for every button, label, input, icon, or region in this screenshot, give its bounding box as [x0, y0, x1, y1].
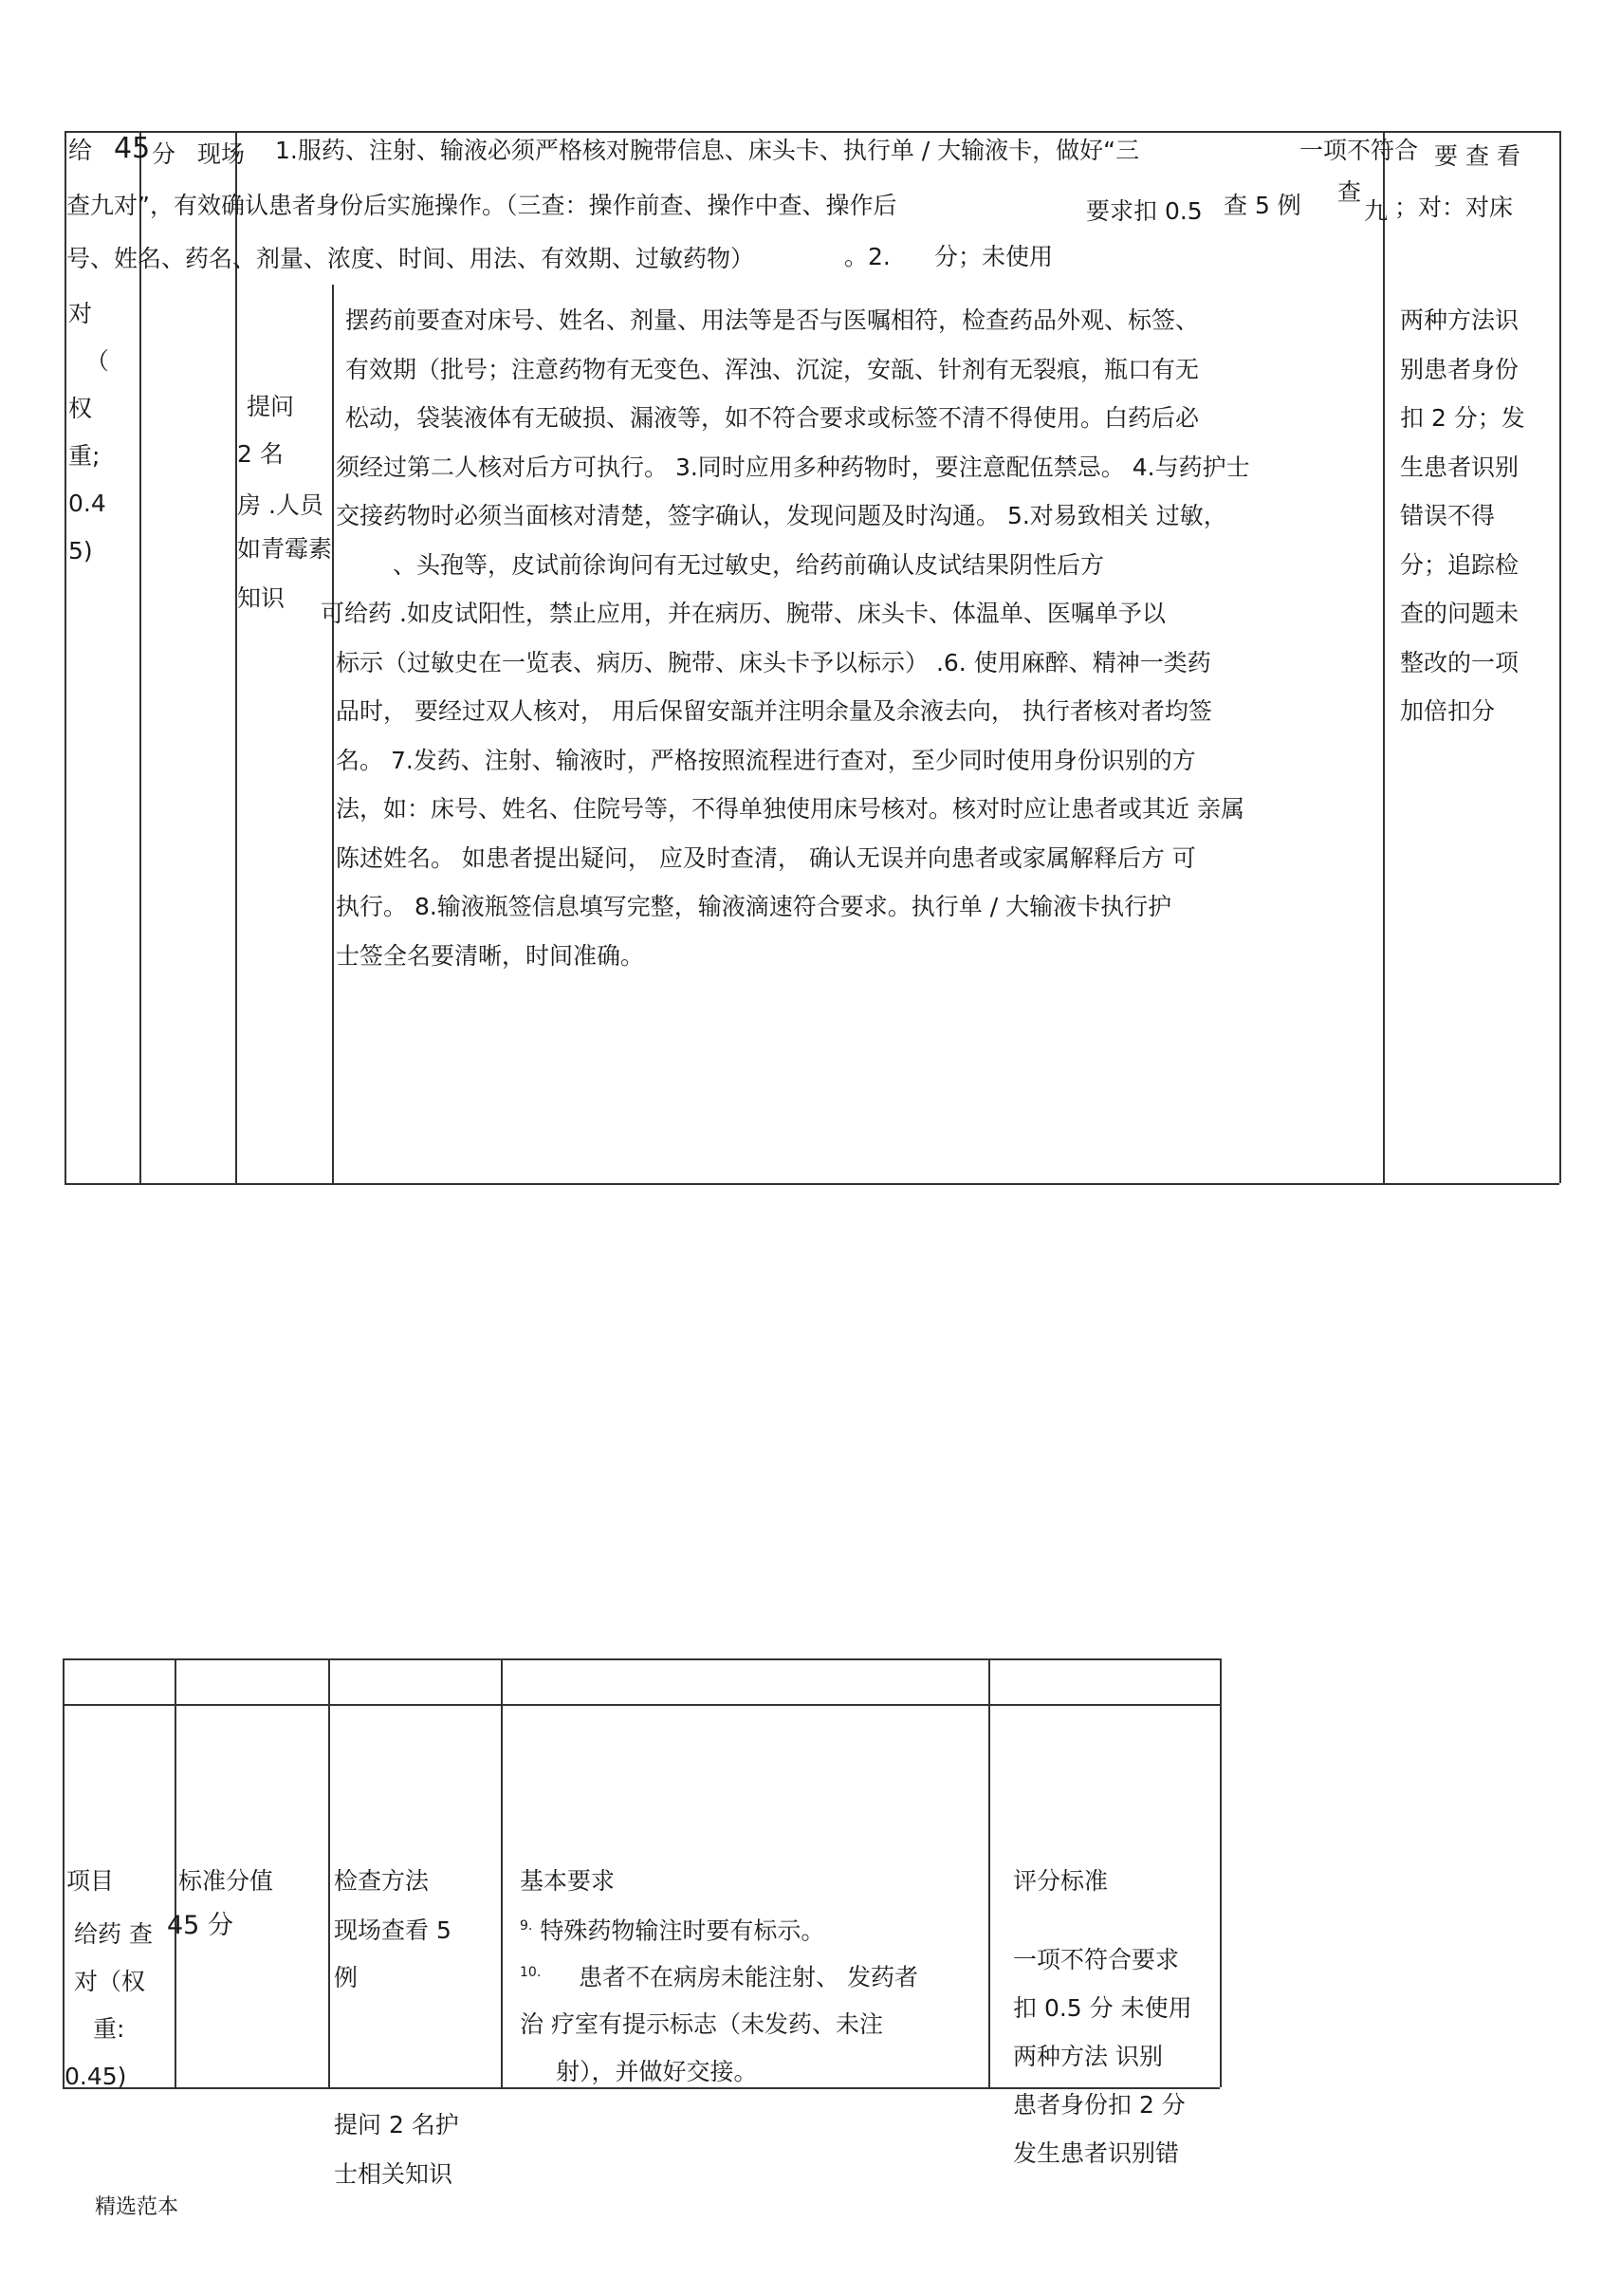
- req-line-8: 品时， 要经过双人核对， 用后保留安瓿并注明余量及余液去向， 执行者核对者均签: [336, 697, 1212, 725]
- t2-method-0: 现场查看 5: [334, 1916, 451, 1944]
- check-nine-1: 查: [1337, 178, 1362, 206]
- req-line-9: 名。 7.发药、注射、输液时，严格按照流程进行查对，至少同时使用身份识别的方: [336, 746, 1196, 774]
- req-line-12: 执行。 8.输液瓶签信息填写完整，输液滴速符合要求。执行单 / 大输液卡执行护: [336, 893, 1172, 920]
- item-column: [68, 290, 138, 575]
- req-line-6: 可给药 .如皮试阳性，禁止应用，并在病历、腕带、床头卡、体温单、医嘱单予以: [321, 600, 1166, 627]
- item-rest-4: 0.4: [68, 490, 106, 517]
- score-unit: 分: [152, 140, 176, 168]
- t2-req-cont-0: 治 疗室有提示标志（未发药、未注: [520, 2009, 883, 2038]
- t2-req-text-9: 特殊药物输注时要有标示。: [540, 1916, 825, 1945]
- t2-method-extra-0: 提问 2 名护: [334, 2111, 459, 2139]
- right-col-3: 生患者识别: [1400, 453, 1520, 481]
- right-col-2b: 扣 2 分；发: [1400, 404, 1525, 432]
- table1-border-col1: [139, 131, 141, 1183]
- item-line-3: 号、姓名、药名、剂量、浓度、时间、用法、有效期、过敏药物）: [66, 245, 755, 272]
- score-value: 45: [114, 132, 151, 165]
- right-col-6: 查的问题未: [1400, 600, 1520, 627]
- method-frag-3: 如青霉素: [237, 535, 333, 563]
- method-frag-4: 知识: [237, 584, 286, 612]
- right-col-4: 错误不得: [1400, 502, 1496, 529]
- t2-req-num-9: 9.: [520, 1918, 533, 1934]
- header-criteria: 评分标准: [1013, 1867, 1109, 1895]
- req-line-3: 须经过第二人核对后方可执行。 3.同时应用多种药物时，要注意配伍禁忌。 4.与药护士: [336, 453, 1250, 481]
- t2-item-column: [64, 1911, 175, 2101]
- t2-method-1: 例: [334, 1964, 359, 1991]
- req-line-5: 、头孢等，皮试前徐询问有无过敏史，给药前确认皮试结果阴性后方: [393, 550, 1105, 579]
- t2-criteria-2: 两种方法 识别: [1013, 2043, 1163, 2070]
- t2-method-extra: [334, 2101, 505, 2199]
- table1-border-col3: [332, 285, 334, 1183]
- right-col-8: 加倍扣分: [1400, 697, 1496, 725]
- t2-criteria-1: 扣 0.5 分 未使用: [1013, 1994, 1192, 2022]
- right-col-2: ；对：对床: [1394, 194, 1514, 221]
- t2-req-text-10: 患者不在病房未能注射、 发药者: [548, 1963, 918, 1991]
- criteria-top-2: 要求扣 0.5: [1086, 197, 1203, 225]
- t2-req-item-10: [520, 1950, 989, 2000]
- t2-item-2: 重:: [93, 2015, 125, 2043]
- req-line-7: 标示（过敏史在一览表、病历、腕带、床头卡予以标示） .6. 使用麻醉、精神一类药: [336, 648, 1211, 676]
- table2-top-border: [63, 1658, 1220, 1660]
- item-line-1: 给: [68, 137, 93, 164]
- t2-criteria-0: 一项不符合要求: [1013, 1946, 1180, 1973]
- header-method: 检查方法: [334, 1867, 430, 1895]
- right-col-1: 别患者身份: [1400, 355, 1520, 383]
- t2-req-item-9: [520, 1907, 989, 1950]
- footer-text: 精选范本: [95, 2195, 179, 2219]
- t2-item-0: 给药 查: [74, 1920, 153, 1948]
- method-check: 查 5 例: [1224, 192, 1301, 219]
- t2-req-num-10: 10.: [520, 1965, 542, 1981]
- t2-req-cont-1: 射），并做好交接。: [556, 2057, 758, 2085]
- table1-border-left: [64, 131, 66, 1183]
- right-col-5: 分；追踪检: [1400, 550, 1520, 579]
- requirement-paragraph: [321, 296, 1379, 980]
- criteria-right-column: [1400, 296, 1557, 736]
- req-line-2: 松动，袋装液体有无破损、漏液等，如不符合要求或标签不清不得使用。白药后必: [345, 404, 1200, 432]
- right-col-0: 两种方法识: [1400, 306, 1520, 334]
- t2-requirement-column: [520, 1907, 989, 2096]
- table2-header-divider: [63, 1704, 1220, 1706]
- table2-border-col3: [501, 1658, 503, 2087]
- item-rest-3: 重;: [68, 442, 101, 470]
- t2-item-3: 0.45): [64, 2063, 127, 2090]
- item-rest-5: 5): [68, 537, 93, 565]
- t2-criteria-3: 患者身份扣 2 分: [1013, 2091, 1186, 2119]
- right-col-7: 整改的一项: [1400, 648, 1520, 676]
- item-line-2: 查九对”，有效确认患者身份后实施操作。（三查：操作前查、操作中查、操作后: [66, 192, 897, 219]
- req-line-0: 摆药前要查对床号、姓名、剂量、用法等是否与医嘱相符，检查药品外观、标签、: [345, 306, 1200, 334]
- req-line-11: 陈述姓名。 如患者提出疑问， 应及时查清， 确认无误并向患者或家属解释后方 可: [336, 843, 1196, 872]
- table1-border-col4: [1383, 131, 1385, 1183]
- item-rest-1: （: [85, 347, 110, 375]
- table1-border-right: [1559, 131, 1561, 1183]
- table1-border-col2: [235, 131, 237, 1183]
- req-line-4: 交接药物时必须当面核对清楚，签字确认，发现问题及时沟通。 5.对易致相关 过敏，: [336, 502, 1227, 529]
- method-top: 现场: [197, 140, 246, 168]
- t2-method-column: [334, 1907, 505, 2002]
- method-frag-2: 房 .人员: [237, 491, 323, 519]
- table2-border-col1: [175, 1658, 176, 2087]
- req-line-13: 士签全名要清晰，时间准确。: [336, 941, 645, 970]
- t2-criteria-4: 发生患者识别错: [1013, 2139, 1180, 2167]
- requirement-first-line: 1.服药、注射、输液必须严格核对腕带信息、床头卡、执行单 / 大输液卡，做好“三: [275, 137, 1140, 164]
- requirement-line3-tail: 。2.: [844, 243, 891, 270]
- header-item: 项目: [66, 1867, 115, 1895]
- item-rest-2: 权: [68, 395, 93, 422]
- item-rest-0: 对: [68, 300, 93, 327]
- method-frag-0: 提问: [247, 393, 295, 420]
- criteria-top-1: 一项不符合: [1299, 137, 1419, 164]
- header-score: 标准分值: [178, 1867, 274, 1895]
- req-line-10: 法，如：床号、姓名、住院号等，不得单独使用床号核对。核对时应让患者或其近 亲属: [336, 795, 1244, 823]
- header-requirement: 基本要求: [520, 1867, 616, 1895]
- t2-method-extra-1: 士相关知识: [334, 2160, 453, 2188]
- req-line-1: 有效期（批号；注意药物有无变色、浑浊、沉淀，安瓿、针剂有无裂痕，瓶口有无: [345, 355, 1200, 383]
- t2-score: 45 分: [167, 1911, 233, 1940]
- right-col-top: 要 查 看: [1434, 142, 1520, 170]
- method-frag-1: 2 名: [237, 440, 284, 468]
- check-nine-2: 九: [1364, 197, 1389, 225]
- table1-bottom-border: [64, 1183, 1559, 1185]
- table2-border-col2: [328, 1658, 330, 2087]
- t2-item-1: 对（权: [74, 1968, 146, 1995]
- t2-criteria-column: [1013, 1935, 1231, 2177]
- criteria-top-3: 分；未使用: [934, 243, 1054, 270]
